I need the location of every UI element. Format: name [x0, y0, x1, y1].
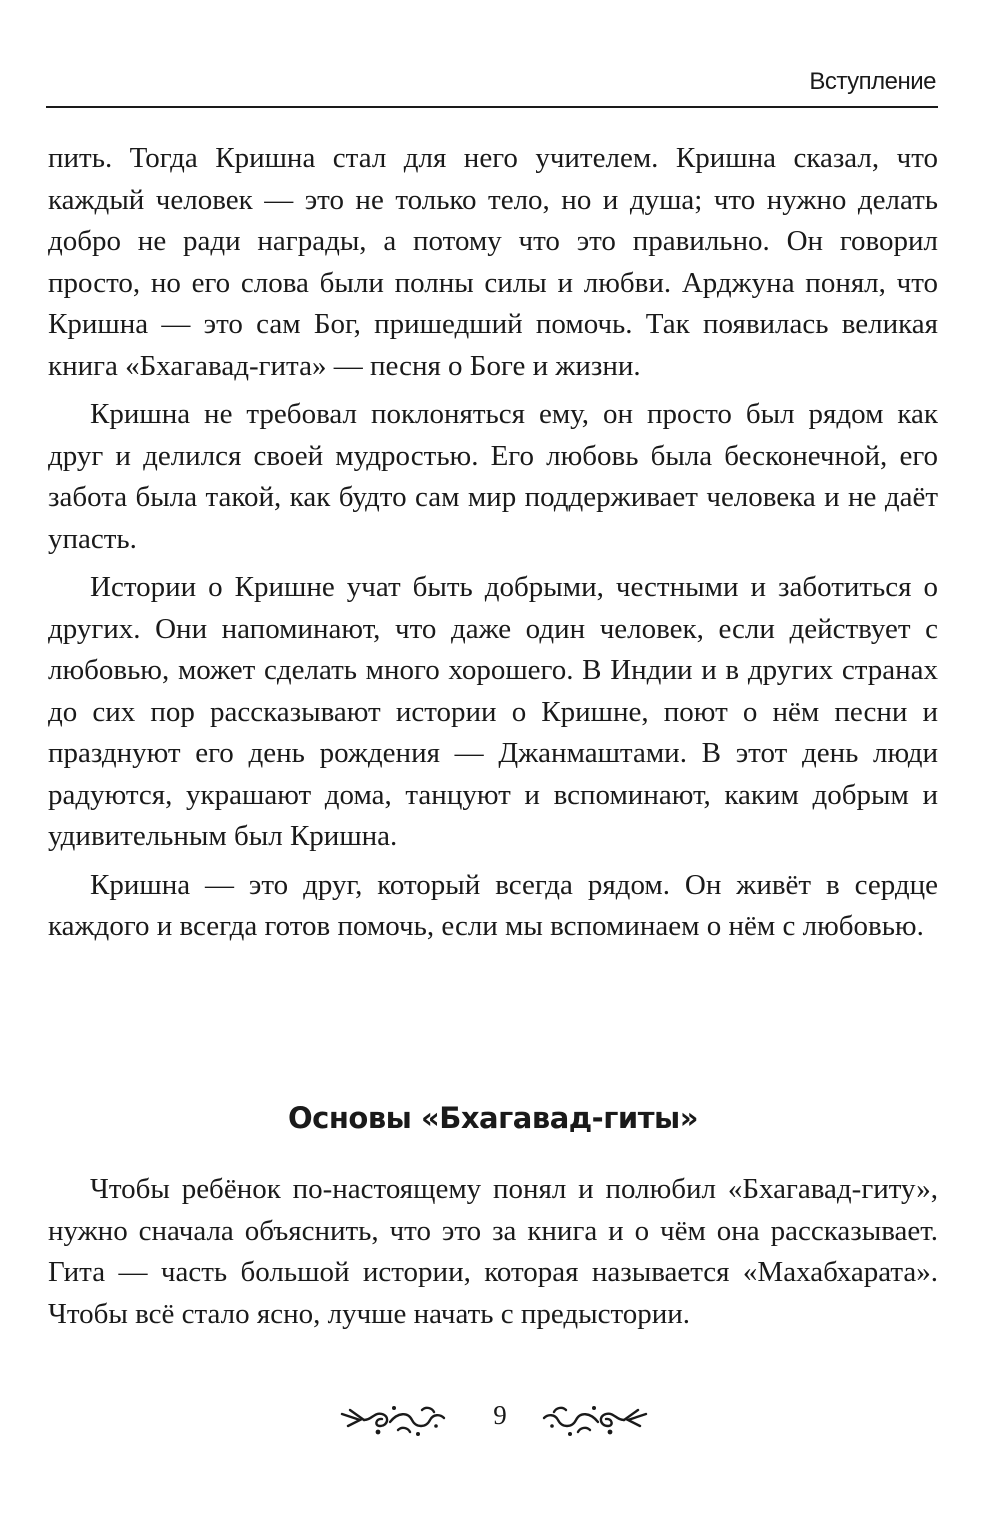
section-body [48, 1169, 938, 1342]
paragraph-2: Кришна не требовал поклоняться ему, он просто был рядом как друг и делился своей мудростью. Его любовь была бесконечной, его забота была такой, как будто сам мир поддерживает человека и не даёт упасть. [48, 398, 938, 555]
section-heading: Основы «Бхагавад-гиты» [288, 1101, 698, 1135]
floral-ornament-left-icon [338, 1400, 450, 1440]
running-head-title: Вступление [809, 68, 936, 95]
page-number: 9 [493, 1400, 507, 1430]
page-folio [0, 1392, 1000, 1444]
floral-ornament-right-icon [538, 1400, 650, 1440]
body-text [48, 138, 938, 955]
paragraph-4: Кришна — это друг, который всегда рядом. Он живёт в сердце каждого и всегда готов помочь, если мы вспоминаем о нём с любовью. [48, 868, 938, 942]
section-paragraph: Чтобы ребёнок по-настоящему понял и полюбил «Бхагавад-гиту», нужно сначала объяснить, что это за книга и о чём она рассказывает. Гита — часть большой истории, которая называется «Махабхарата». Чтобы всё стало ясно, лучше начать с предыстории. [48, 1173, 938, 1330]
paragraph-1: пить. Тогда Кришна стал для него учителем. Кришна сказал, что каждый человек — это не только тело, но и душа; что нужно делать добро не ради награды, а потому что это правильно. Он говорил просто, но его слова были полны силы и любви. Арджуна понял, что Кришна — это сам Бог, пришедший помочь. Так появилась великая книга «Бхагавад-гита» — песня о Боге и жизни. [48, 142, 938, 382]
running-head [46, 60, 938, 108]
paragraph-3: Истории о Кришне учат быть добрыми, честными и заботиться о других. Они напоминают, что даже один человек, если действует с любовью, может сделать много хорошего. В Индии и в других странах до сих пор рассказывают истории о Кришне, поют о нём песни и празднуют его день рождения — Джанмаштами. В этот день люди радуются, украшают дома, танцуют и вспоминают, каким добрым и удивительным был Кришна. [48, 571, 938, 852]
